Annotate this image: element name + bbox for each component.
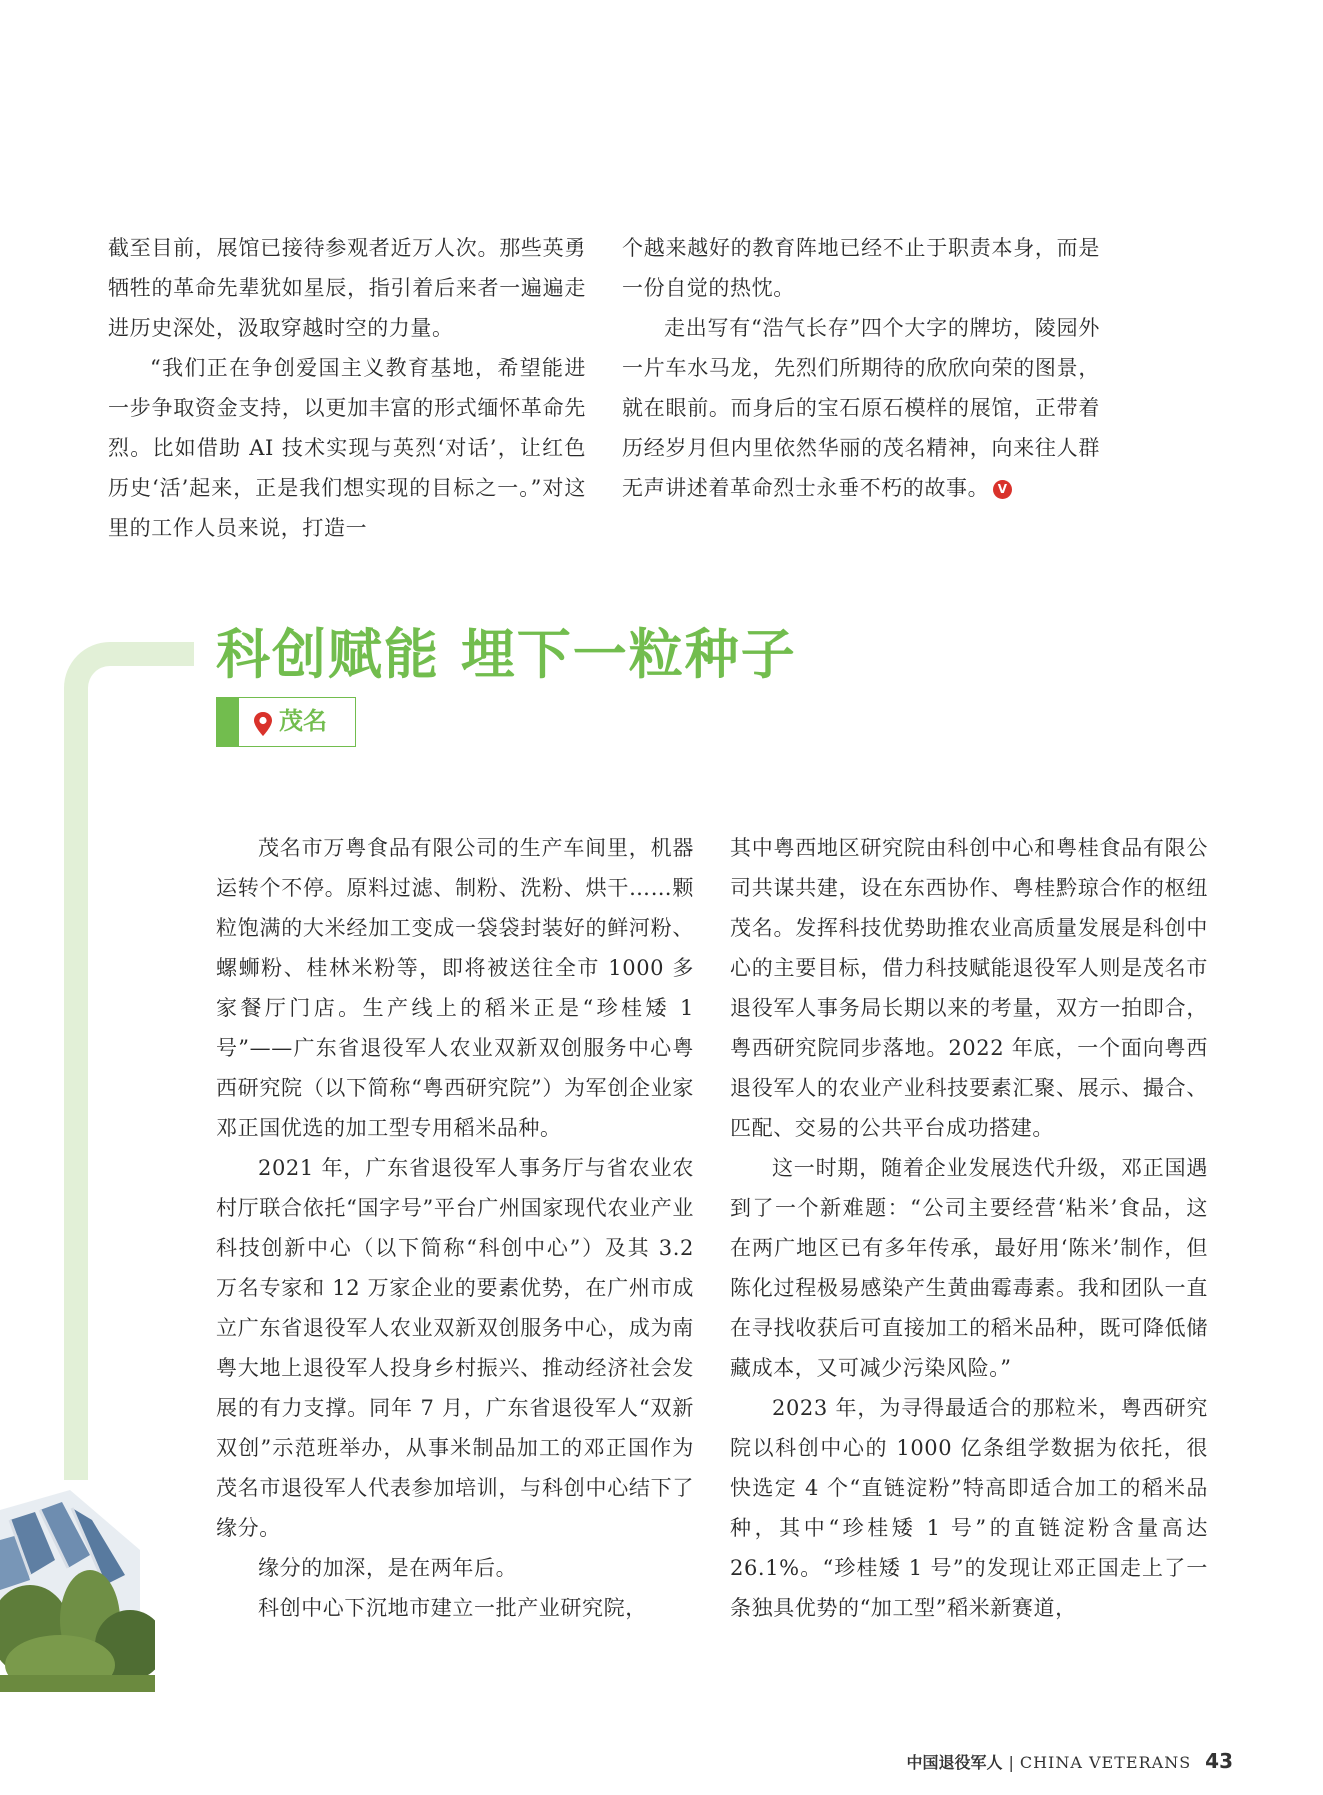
paragraph: 个越来越好的教育阵地已经不止于职责本身，而是一份自觉的热忱。: [622, 236, 1100, 300]
location-tag: [216, 697, 356, 747]
paragraph: 其中粤西地区研究院由科创中心和粤桂食品有限公司共谋共建，设在东西协作、粤桂黔琼合作的枢纽茂名。发挥科技优势助推农业高质量发展是科创中心的主要目标，借力科技赋能退役军人则是茂名市退役军人事务局长期以来的考量，双方一拍即合，粤西研究院同步落地。2022 年底，一个面向粤西退役军人的农业产业科技要素汇聚、展示、撮合、匹配、交易的公共平台成功搭建。: [730, 836, 1208, 1140]
page-number: 43: [1205, 1749, 1233, 1773]
location-tag-bar: [217, 698, 239, 746]
paragraph: 2021 年，广东省退役军人事务厅与省农业农村厅联合依托“国字号”平台广州国家现代农业产业科技创新中心（以下简称“科创中心”）及其 3.2 万名专家和 12 万家企业的要素优势，在广州市成立广东省退役军人农业双新双创服务中心，成为南粤大地上退役军人投身乡村振兴、推动经济社会发展的有力支撑。同年 7 月，广东省退役军人“双新双创”示范班举办，从事米制品加工的邓正国作为茂名市退役军人代表参加培训，与科创中心结下了缘分。: [216, 1156, 694, 1540]
location-pin-icon: [252, 711, 274, 737]
paragraph: [622, 308, 1100, 508]
end-of-article-mark-icon: V: [993, 480, 1012, 499]
paragraph: 科创中心下沉地市建立一批产业研究院，: [258, 1596, 647, 1620]
top-left-column: [108, 228, 586, 548]
section-headline: 科创赋能 埋下一粒种子: [216, 623, 797, 686]
paragraph: “我们正在争创爱国主义教育基地，希望能进一步争取资金支持，以更加丰富的形式缅怀革命先烈。比如借助 AI 技术实现与英烈‘对话’，让红色历史‘活’起来，正是我们想实现的目标之一。”对这里的工作人员来说，打造一: [108, 356, 586, 540]
location-name: 茂名: [279, 707, 327, 735]
paragraph-text: 走出写有“浩气长存”四个大字的牌坊，陵园外一片车水马龙，先烈们所期待的欣欣向荣的图景，就在眼前。而身后的宝石原石模样的展馆，正带着历经岁月但内里依然华丽的茂名精神，向来往人群无声讲述着革命烈士永垂不朽的故事。: [622, 316, 1100, 500]
top-right-column: [622, 228, 1100, 508]
paragraph: 截至目前，展馆已接待参观者近万人次。那些英勇牺牲的革命先辈犹如星辰，指引着后来者一遍遍走进历史深处，汲取穿越时空的力量。: [108, 236, 586, 340]
paragraph: 缘分的加深，是在两年后。: [258, 1556, 518, 1580]
magazine-english-name: CHINA VETERANS: [1019, 1753, 1192, 1772]
footer-separator: |: [1008, 1753, 1014, 1772]
article-left-column: [216, 828, 694, 1628]
paragraph: 2023 年，为寻得最适合的那粒米，粤西研究院以科创中心的 1000 亿条组学数据为依托，很快选定 4 个“直链淀粉”特高即适合加工的稻米品种，其中“珍桂矮 1 号”的直链淀粉含量高达 26.1%。“珍桂矮 1 号”的发现让邓正国走上了一条独具优势的“加工型”稻米新赛道，: [730, 1396, 1208, 1620]
building-photo-image: [0, 1480, 155, 1692]
decorative-frame-line: [64, 690, 88, 1510]
page-footer: [906, 1749, 1233, 1773]
article-right-column: [730, 828, 1208, 1628]
building-photo: [0, 1480, 155, 1692]
paragraph: 这一时期，随着企业发展迭代升级，邓正国遇到了一个新难题：“公司主要经营‘粘米’食品，这在两广地区已有多年传承，最好用‘陈米’制作，但陈化过程极易感染产生黄曲霉毒素。我和团队一直在寻找收获后可直接加工的稻米品种，既可降低储藏成本，又可减少污染风险。”: [730, 1156, 1208, 1380]
magazine-name: 中国退役军人: [906, 1753, 1003, 1772]
paragraph: 茂名市万粤食品有限公司的生产车间里，机器运转个不停。原料过滤、制粉、洗粉、烘干……颗粒饱满的大米经加工变成一袋袋封装好的鲜河粉、螺蛳粉、桂林米粉等，即将被送往全市 1000 多家餐厅门店。生产线上的稻米正是“珍桂矮 1 号”——广东省退役军人农业双新双创服务中心粤西研究院（以下简称“粤西研究院”）为军创企业家邓正国优选的加工型专用稻米品种。: [216, 836, 694, 1140]
